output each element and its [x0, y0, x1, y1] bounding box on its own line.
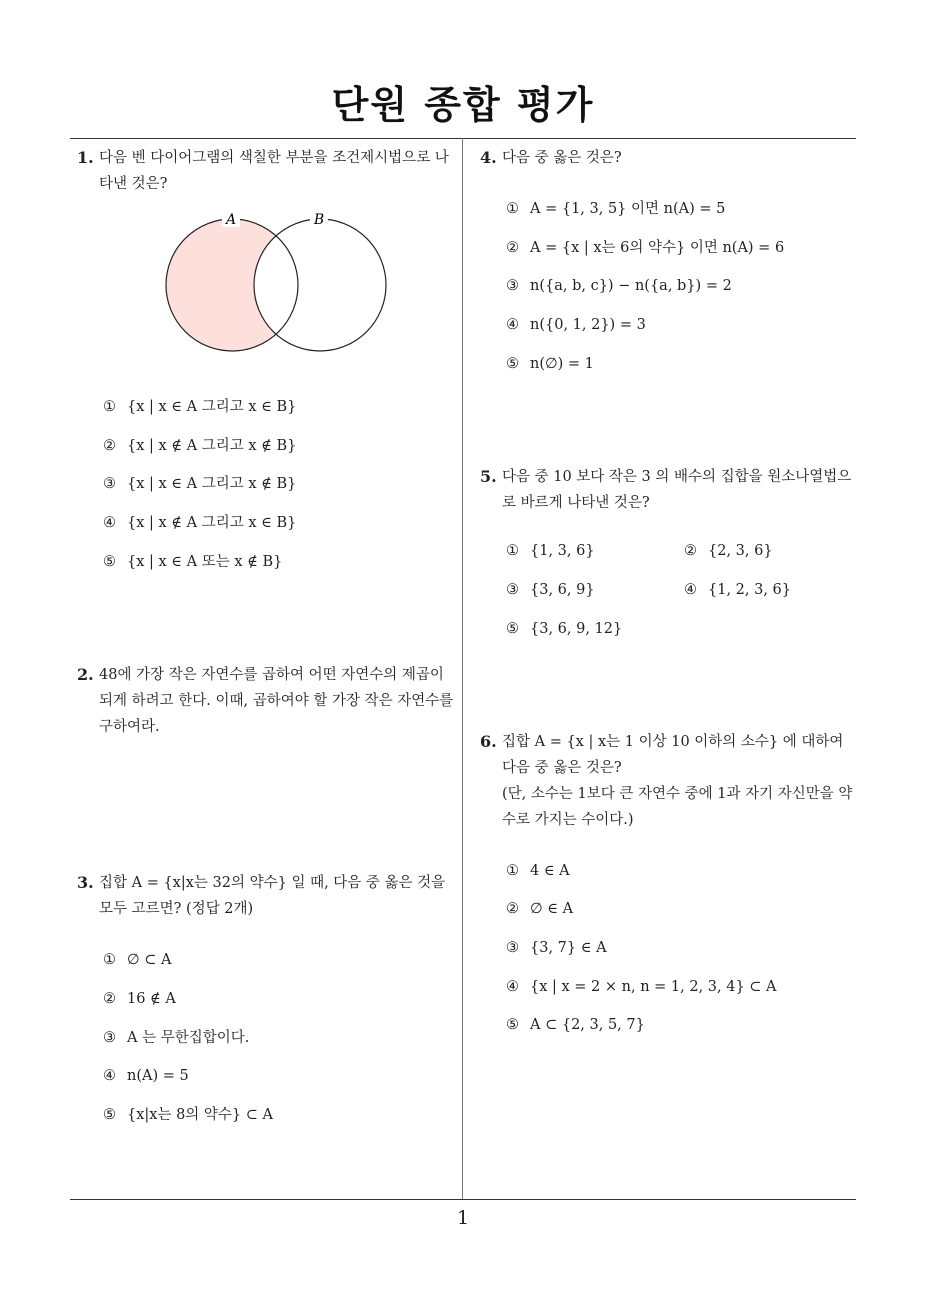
venn-diagram — [160, 205, 396, 355]
q6-option-1[interactable]: ① 4 ∈ A — [506, 863, 570, 879]
question-text: 집합 A = {x | x는 1 이상 10 이하의 소수} 에 대하여 다음 중 옳은 것은? — [502, 734, 844, 776]
q5-option-5[interactable]: ⑤ {3, 6, 9, 12} — [506, 621, 623, 637]
question-5 — [480, 464, 860, 516]
q1-option-2[interactable]: ② {x | x ∉ A 그리고 x ∉ B} — [103, 438, 297, 454]
q6-option-2[interactable]: ② ∅ ∈ A — [506, 901, 574, 917]
q3-option-5[interactable]: ⑤ {x|x는 8의 약수} ⊂ A — [103, 1107, 274, 1123]
question-text: 다음 벤 다이어그램의 색칠한 부분을 조건제시법으로 나타낸 것은? — [99, 150, 449, 192]
venn-label-a: A — [225, 212, 237, 228]
question-1 — [77, 145, 459, 197]
page-title: 단원 종합 평가 — [331, 83, 595, 127]
question-3 — [77, 870, 459, 922]
q5-option-1[interactable]: ① {1, 3, 6} — [506, 543, 595, 559]
q6-option-4[interactable]: ④ {x | x = 2 × n, n = 1, 2, 3, 4} ⊂ A — [506, 979, 777, 995]
question-number: 3. — [77, 873, 94, 892]
question-text: 다음 중 10 보다 작은 3 의 배수의 집합을 원소나열법으로 바르게 나타낸 것은? — [502, 469, 852, 511]
q4-option-5[interactable]: ⑤ n(∅) = 1 — [506, 356, 594, 372]
question-number: 4. — [480, 148, 497, 167]
q6-option-5[interactable]: ⑤ A ⊂ {2, 3, 5, 7} — [506, 1017, 645, 1033]
column-divider — [462, 138, 463, 1200]
q6-option-3[interactable]: ③ {3, 7} ∈ A — [506, 940, 607, 956]
question-note: (단, 소수는 1보다 큰 자연수 중에 1과 자기 자신만을 약수로 가지는 수이다.) — [502, 786, 853, 828]
page-number: 1 — [456, 1207, 470, 1229]
q4-option-2[interactable]: ② A = {x | x는 6의 약수} 이면 n(A) = 6 — [506, 240, 785, 256]
question-6 — [480, 729, 860, 833]
question-text: 집합 A = {x|x는 32의 약수} 일 때, 다음 중 옳은 것을 모두 고르면? (정답 2개) — [99, 875, 446, 917]
venn-intersection-region — [254, 219, 386, 351]
bottom-divider — [70, 1199, 856, 1200]
q4-option-1[interactable]: ① A = {1, 3, 5} 이면 n(A) = 5 — [506, 201, 726, 217]
q4-option-3[interactable]: ③ n({a, b, c}) − n({a, b}) = 2 — [506, 278, 732, 294]
question-4 — [480, 145, 860, 171]
question-number: 6. — [480, 732, 497, 751]
q5-option-4[interactable]: ④ {1, 2, 3, 6} — [684, 582, 792, 598]
q1-option-1[interactable]: ① {x | x ∈ A 그리고 x ∈ B} — [103, 399, 297, 415]
question-number: 5. — [480, 467, 497, 486]
venn-label-b: B — [313, 212, 325, 228]
q1-option-5[interactable]: ⑤ {x | x ∈ A 또는 x ∉ B} — [103, 554, 283, 570]
question-number: 2. — [77, 665, 94, 684]
q3-option-2[interactable]: ② 16 ∉ A — [103, 991, 176, 1007]
q3-option-3[interactable]: ③ A 는 무한집합이다. — [103, 1030, 250, 1046]
question-text: 다음 중 옳은 것은? — [502, 150, 622, 166]
q3-option-1[interactable]: ① ∅ ⊂ A — [103, 952, 172, 968]
top-divider — [70, 138, 856, 139]
question-text: 48에 가장 작은 자연수를 곱하여 어떤 자연수의 제곱이 되게 하려고 한다. 이때, 곱하여야 할 가장 작은 자연수를 구하여라. — [99, 667, 454, 735]
question-number: 1. — [77, 148, 94, 167]
q1-option-3[interactable]: ③ {x | x ∈ A 그리고 x ∉ B} — [103, 476, 297, 492]
q3-option-4[interactable]: ④ n(A) = 5 — [103, 1068, 189, 1084]
q5-option-2[interactable]: ② {2, 3, 6} — [684, 543, 773, 559]
q5-option-3[interactable]: ③ {3, 6, 9} — [506, 582, 595, 598]
question-2 — [77, 662, 459, 740]
q1-option-4[interactable]: ④ {x | x ∉ A 그리고 x ∈ B} — [103, 515, 297, 531]
q4-option-4[interactable]: ④ n({0, 1, 2}) = 3 — [506, 317, 646, 333]
